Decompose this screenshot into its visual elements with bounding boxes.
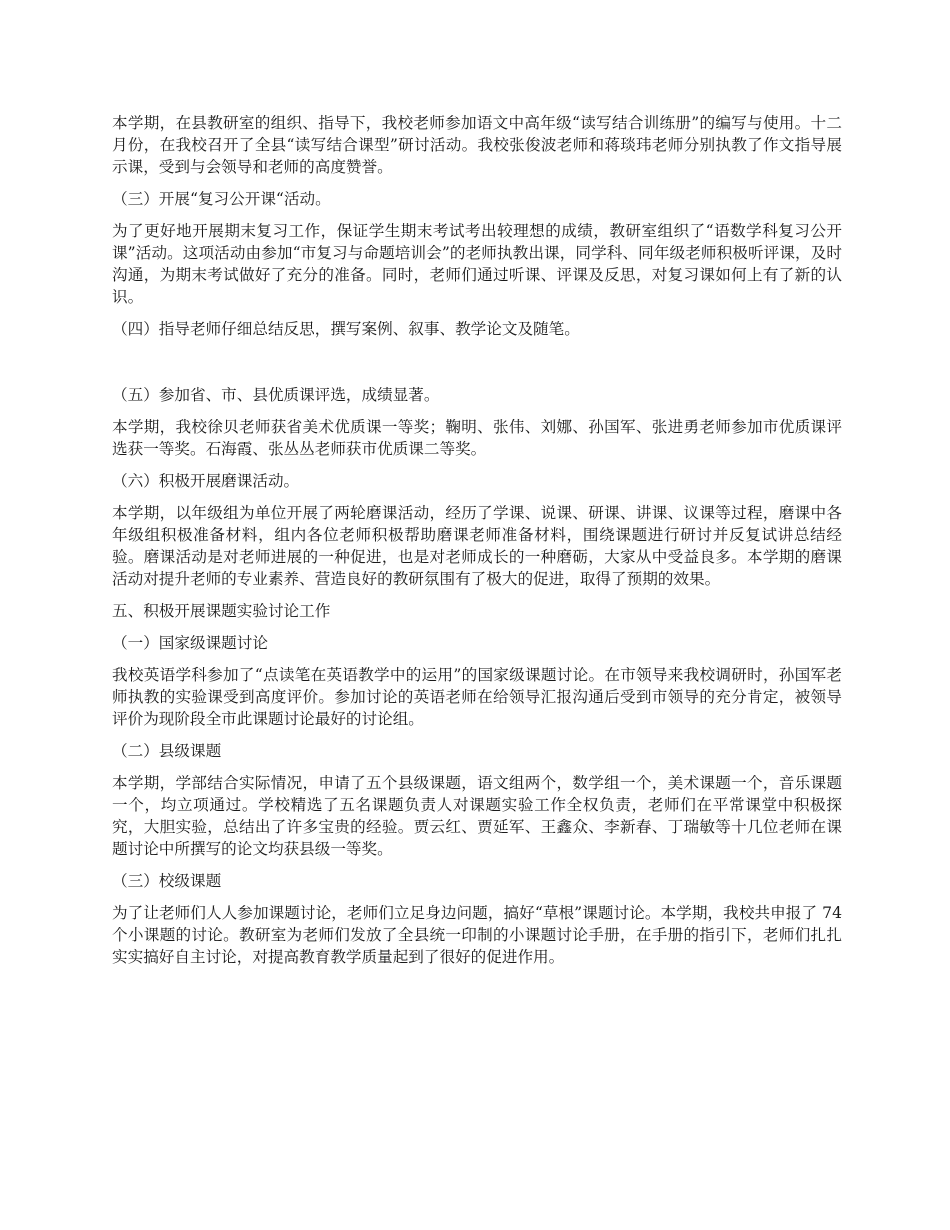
paragraph-polishing-class: 本学期，以年级组为单位开展了两轮磨课活动，经历了学课、说课、研课、讲课、议课等过程，磨课中各年级组积极准备材料，组内各位老师积极帮助磨课老师准备材料，围绕课题进行研讨并反复试讲总结经验。磨课活动是对老师进展的一种促进，也是对老师成长的一种磨砺，大家从中受益良多。本学期的磨课活动对提升老师的专业素养、营造良好的教研氛围有了极大的促进，取得了预期的效果。 xyxy=(112,504,842,588)
paragraph-reading-writing: 本学期，在县教研室的组织、指导下，我校老师参加语文中高年级“读写结合训练册”的编写与使用。十二月份，在我校召开了全县“读写结合课型”研讨活动。我校张俊波老师和蒋琰玮老师分别执教了作文指导展示课，受到与会领导和老师的高度赞誉。 xyxy=(112,114,842,176)
paragraph-quality-class-awards: 本学期，我校徐贝老师获省美术优质课一等奖；鞠明、张伟、刘娜、孙国军、张进勇老师参加市优质课评选获一等奖。石海霞、张丛丛老师获市优质课二等奖。 xyxy=(112,418,842,458)
paragraph-county-research: 本学期，学部结合实际情况，申请了五个县级课题，语文组两个，数学组一个，美术课题一个，音乐课题一个，均立项通过。学校精选了五名课题负责人对课题实验工作全权负责，老师们在平常课堂中积极探究，大胆实验，总结出了许多宝贵的经验。贾云红、贾延军、王鑫众、李新春、丁瑞敏等十几位老师在课题讨论中所撰写的论文均获县级一等奖。 xyxy=(112,774,842,858)
heading-quality-class-selection: （五）参加省、市、县优质课评选，成绩显著。 xyxy=(112,386,440,404)
document-page xyxy=(112,112,842,978)
heading-school-research: （三）校级课题 xyxy=(112,872,222,890)
heading-polishing-class: （六）积极开展磨课活动。 xyxy=(112,472,300,490)
blank-gap xyxy=(112,350,842,384)
heading-reflection-writing: （四）指导老师仔细总结反思，撰写案例、叙事、教学论文及随笔。 xyxy=(112,320,580,338)
heading-county-research: （二）县级课题 xyxy=(112,742,222,760)
heading-review-open-class: （三）开展“复习公开课“活动。 xyxy=(112,190,331,208)
heading-national-research: （一）国家级课题讨论 xyxy=(112,634,268,652)
paragraph-national-research: 我校英语学科参加了“点读笔在英语教学中的运用”的国家级课题讨论。在市领导来我校调研时，孙国军老师执教的实验课受到高度评价。参加讨论的英语老师在给领导汇报沟通后受到市领导的充分肯定，被领导评价为现阶段全市此课题讨论最好的讨论组。 xyxy=(112,666,842,728)
paragraph-school-research: 为了让老师们人人参加课题讨论，老师们立足身边问题，搞好“草根”课题讨论。本学期，我校共申报了 74 个小课题的讨论。教研室为老师们发放了全县统一印制的小课题讨论手册，在手册的指引下，老师们扎扎实实搞好自主讨论，对提高教育教学质量起到了很好的促进作用。 xyxy=(112,904,842,966)
paragraph-review-open-class: 为了更好地开展期末复习工作，保证学生期末考试考出较理想的成绩，教研室组织了“语数学科复习公开课”活动。这项活动由参加“市复习与命题培训会”的老师执教出课，同学科、同年级老师积极听评课，及时沟通，为期末考试做好了充分的准备。同时，老师们通过听课、评课及反思，对复习课如何上有了新的认识。 xyxy=(112,222,842,306)
section-title-research: 五、积极开展课题实验讨论工作 xyxy=(112,602,331,620)
